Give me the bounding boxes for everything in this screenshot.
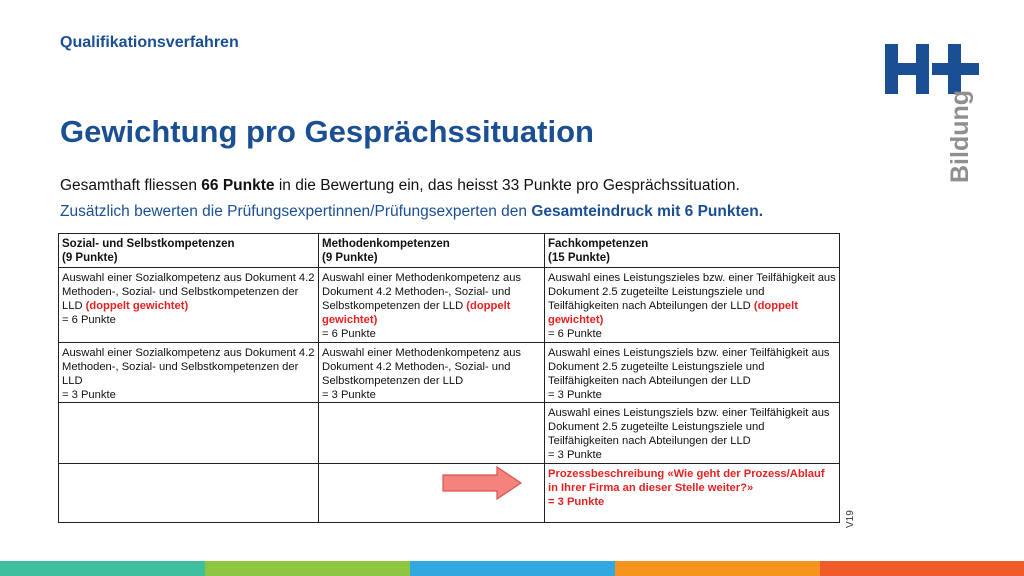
footer-bar-green xyxy=(205,561,410,576)
logo-wordmark: Bildung xyxy=(946,89,974,183)
hplus-bildung-logo xyxy=(882,40,982,190)
table-cell: Auswahl eines Leistungsziels bzw. einer Teilfähigkeit aus Dokument 2.5 zugeteilte Leistungsziele und Teilfähigkeiten nach Abteilungen der LLD = 3 Punkte xyxy=(545,403,840,464)
table-cell-empty xyxy=(59,403,319,464)
header-cell-professional: Fachkompetenzen (15 Punkte) xyxy=(545,234,840,268)
section-header: Qualifikationsverfahren xyxy=(60,34,239,51)
footer-bar-teal xyxy=(0,561,205,576)
footer-bar-red xyxy=(820,561,1024,576)
arrow-right-icon xyxy=(442,466,522,500)
footer-bar-blue xyxy=(410,561,615,576)
header-cell-social: Sozial- und Selbstkompetenzen (9 Punkte) xyxy=(59,234,319,268)
table-cell: Auswahl einer Sozialkompetenz aus Dokument 4.2 Methoden-, Sozial- und Selbstkompetenzen der LLD = 3 Punkte xyxy=(59,343,319,403)
table-cell: Auswahl einer Methodenkompetenz aus Dokument 4.2 Methoden-, Sozial- und Selbstkompetenzen der LLD = 3 Punkte xyxy=(319,343,545,403)
table-row xyxy=(59,403,840,464)
page-title: Gewichtung pro Gesprächssituation xyxy=(60,114,594,149)
table-cell-empty xyxy=(319,403,545,464)
intro-line-2: Zusätzlich bewerten die Prüfungsexpertinnen/Prüfungsexperten den Gesamteindruck mit 6 Punkten. xyxy=(60,203,764,220)
header-cell-method: Methodenkompetenzen (9 Punkte) xyxy=(319,234,545,268)
table-cell: Auswahl einer Methodenkompetenz aus Dokument 4.2 Methoden-, Sozial- und Selbstkompetenzen der LLD (doppelt gewichtet) = 6 Punkte xyxy=(319,268,545,343)
table-row xyxy=(59,343,840,403)
footer-bar-orange xyxy=(615,561,820,576)
table-cell-empty xyxy=(59,464,319,523)
table-cell: Auswahl einer Sozialkompetenz aus Dokument 4.2 Methoden-, Sozial- und Selbstkompetenzen der LLD (doppelt gewichtet) = 6 Punkte xyxy=(59,268,319,343)
version-label: V19 xyxy=(845,510,856,528)
table-header-row xyxy=(59,234,840,268)
intro-line-1: Gesamthaft fliessen 66 Punkte in die Bewertung ein, das heisst 33 Punkte pro Gesprächssituation. xyxy=(60,177,740,194)
table-cell-highlight: Prozessbeschreibung «Wie geht der Prozess/Ablauf in Ihrer Firma an dieser Stelle weiter?» = 3 Punkte xyxy=(545,464,840,523)
table-row xyxy=(59,268,840,343)
table-cell: Auswahl eines Leistungsziels bzw. einer Teilfähigkeit aus Dokument 2.5 zugeteilte Leistungsziele und Teilfähigkeiten nach Abteilungen der LLD = 3 Punkte xyxy=(545,343,840,403)
table-cell: Auswahl eines Leistungszieles bzw. einer Teilfähigkeit aus Dokument 2.5 zugeteilte Leistungsziele und Teilfähigkeiten nach Abteilungen der LLD (doppelt gewichtet) = 6 Punkte xyxy=(545,268,840,343)
